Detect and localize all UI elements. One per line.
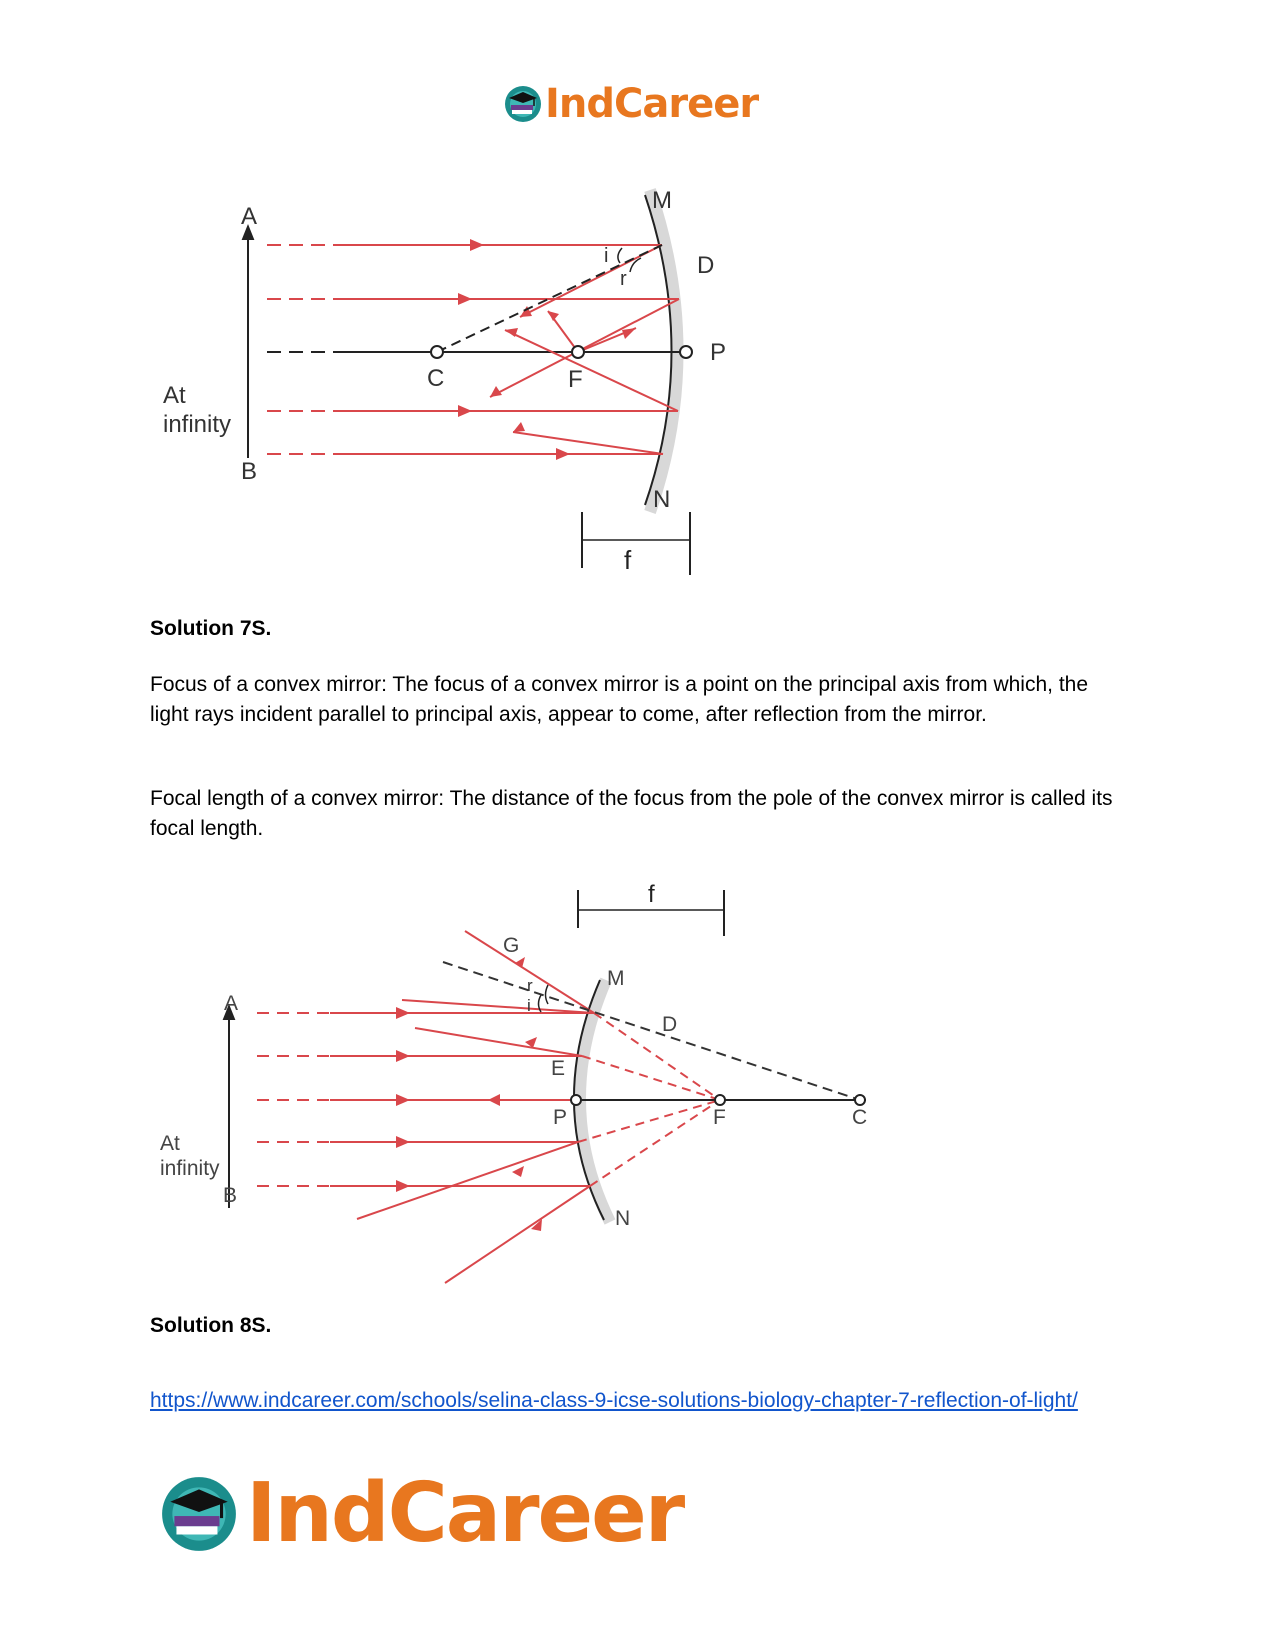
label-c: C [852, 1106, 868, 1129]
label-i: i [527, 996, 531, 1015]
label-r: r [527, 976, 533, 995]
incident-rays [267, 245, 679, 454]
label-infinity-2: infinity [163, 411, 232, 438]
label-p: P [710, 339, 727, 366]
label-c: C [427, 365, 445, 392]
solution-7s-heading: Solution 7S. [150, 617, 272, 640]
label-e: E [551, 1057, 566, 1080]
label-n: N [653, 486, 671, 513]
point-f [572, 346, 584, 358]
solution-8s-heading: Solution 8S. [150, 1314, 272, 1337]
brand-logo-text: IndCareer [246, 1466, 684, 1561]
brand-logo-text: IndCareer [545, 81, 759, 127]
convex-focal-length-paragraph: Focal length of a convex mirror: The distance of the focus from the pole of the convex mirror is called its focal length. [150, 787, 1113, 840]
normal-line [443, 962, 860, 1100]
label-b: B [223, 1184, 238, 1207]
point-p [680, 346, 692, 358]
label-m: M [607, 967, 625, 990]
label-infinity-2: infinity [160, 1157, 220, 1180]
graduation-cap-icon [158, 1473, 240, 1555]
source-link[interactable]: https://www.indcareer.com/schools/selina-class-9-icse-solutions-biology-chapter-7-reflection-of-light/ [150, 1389, 1078, 1412]
label-d: D [662, 1013, 678, 1036]
label-infinity-1: At [160, 1132, 180, 1155]
label-i: i [604, 245, 609, 267]
label-a: A [224, 992, 239, 1015]
convex-focus-paragraph: Focus of a convex mirror: The focus of a convex mirror is a point on the principal axis from which, the light rays incident parallel to principal axis, appear to come, after reflection from the mirror. [150, 673, 1089, 726]
label-d: D [697, 252, 715, 279]
concave-mirror-diagram [0, 180, 1275, 580]
graduation-cap-icon [503, 84, 543, 124]
point-c [855, 1095, 865, 1105]
label-g: G [503, 934, 520, 957]
label-r: r [620, 268, 627, 290]
point-p [571, 1095, 581, 1105]
label-p: P [553, 1106, 568, 1129]
label-f: F [713, 1106, 726, 1129]
label-a: A [241, 203, 258, 230]
label-focal-length: f [648, 881, 655, 908]
logo-top [503, 80, 758, 128]
label-m: M [652, 187, 672, 214]
point-f [715, 1095, 725, 1105]
convex-mirror-diagram [0, 880, 1275, 1300]
logo-bottom [158, 1466, 683, 1561]
label-f: F [568, 366, 583, 393]
point-c [431, 346, 443, 358]
label-focal-length: f [624, 545, 632, 575]
label-n: N [615, 1207, 631, 1230]
label-infinity-1: At [163, 382, 186, 409]
label-b: B [241, 458, 258, 485]
